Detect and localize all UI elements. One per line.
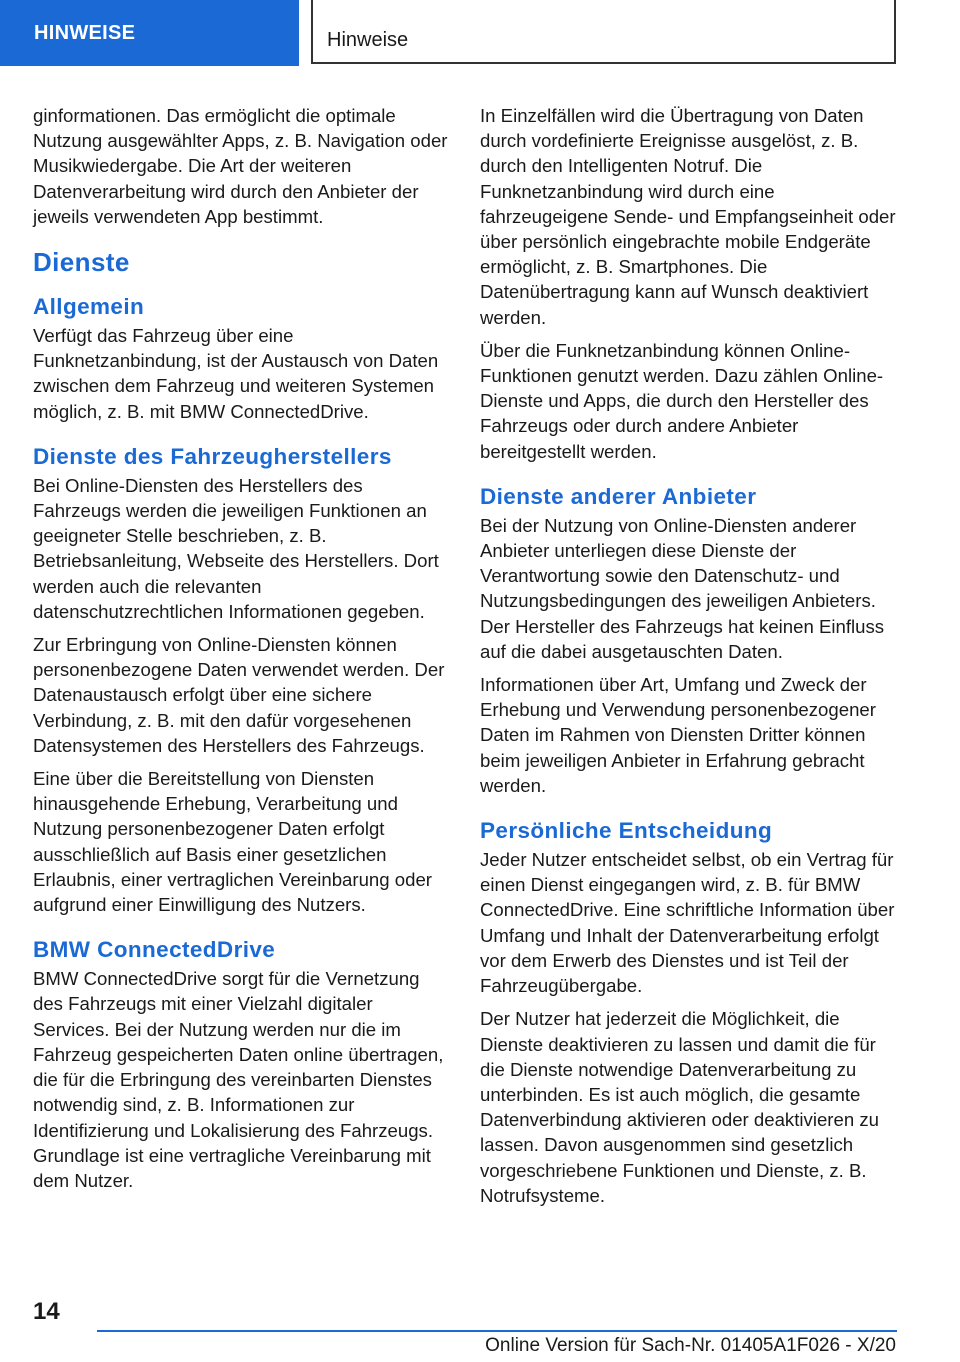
page-number: 14 [33, 1298, 60, 1325]
footer-divider [97, 1330, 897, 1332]
section-tab: HINWEISE [0, 0, 299, 66]
heading-dienste-anderer-anbieter: Dienste anderer Anbieter [480, 483, 757, 509]
heading-allgemein: Allgemein [33, 294, 145, 320]
paragraph-hersteller-3: Eine über die Bereitstellung von Diensten hinausgehende Erhebung, Verarbeitung und Nutzung personenbezogener Daten erfolgt ausschließlich auf Basis einer gesetzlichen Erlaubnis, einer vertraglichen Vereinbarung oder aufgrund einer Einwilligung des Nutzers. [33, 768, 432, 916]
paragraph-anderer-1: Bei der Nutzung von Online-Diensten anderer Anbieter unterliegen diese Dienste der Verantwortung sowie den Datenschutz- und Nutzungsbedingungen des jeweiligen Anbieters. Der Hersteller des Fahrzeugs hat keinen Einfluss auf die dabei ausgetauschten Daten. [480, 514, 885, 662]
paragraph-entscheidung-2: Der Nutzer hat jederzeit die Möglichkeit, die Dienste deaktivieren zu lassen und damit die für die Dienste notwendige Datenverarbeitung zu unterbinden. Es ist auch möglich, die gesamte Datenverbindung aktivieren oder deaktivieren zu lassen. Davon ausgenommen sind gesetzlich vorgeschriebene Funktionen und Dienste, z. B. Notrufsysteme. [480, 1008, 879, 1206]
heading-persoenliche-entscheidung: Persönliche Entscheidung [480, 818, 773, 844]
heading-connecteddrive: BMW ConnectedDrive [33, 937, 276, 963]
heading-dienste: Dienste [33, 247, 130, 278]
paragraph-allgemein: Verfügt das Fahrzeug über eine Funknetzanbindung, ist der Austausch von Daten zwischen dem Fahrzeug und weiteren Systemen möglich, z. B. mit BMW ConnectedDrive. [33, 325, 439, 422]
paragraph-hersteller-1: Bei Online-Diensten des Herstellers des Fahrzeugs werden die jeweiligen Funktionen an geeigneter Stelle beschrieben, z. B. Betriebsanleitung, Webseite des Herstellers. Dort werden auch die relevanten datenschutzrechtlichen Informationen gegeben. [33, 474, 439, 622]
paragraph-hersteller-2: Zur Erbringung von Online-Diensten können personenbezogene Daten verwendet werden. Der Datenaustausch erfolgt über eine sichere Verbindung, z. B. mit den dafür vorgesehenen Datensystemen des Herstellers des Fahrzeugs. [33, 634, 445, 756]
paragraph-intro: ginformationen. Das ermöglicht die optimale Nutzung ausgewählter Apps, z. B. Navigation oder Musikwiedergabe. Die Art der weiteren Datenverarbeitung wird durch den Anbieter der jeweils verwendeten App bestimmt. [33, 105, 448, 227]
paragraph-anderer-2: Informationen über Art, Umfang und Zweck der Erhebung und Verwendung personenbezogener Daten im Rahmen von Diensten Dritter können beim jeweiligen Anbieter in Erfahrung gebracht werden. [480, 674, 876, 796]
left-column [33, 103, 451, 1201]
paragraph-connecteddrive: BMW ConnectedDrive sorgt für die Vernetzung des Fahrzeugs mit einer Vielzahl digitaler Services. Bei der Nutzung werden nur die im Fahrzeug gespeicherten Daten online übertragen, die für die Erbringung des vereinbarten Dienstes notwendig sind, z. B. Informationen zur Identifizierung und Lokalisierung des Fahrzeugs. Grundlage ist eine vertragliche Vereinbarung mit dem Nutzer. [33, 968, 444, 1191]
heading-dienste-hersteller: Dienste des Fahrzeugherstellers [33, 443, 392, 469]
paragraph-einzelfaelle: In Einzelfällen wird die Übertragung von Daten durch vordefinierte Ereignisse ausgelöst, z. B. durch den Intelligenten Notruf. Die Funknetzanbindung wird durch eine fahrzeugeigene Sende- und Empfangseinheit oder über persönlich eingebrachte mobile Endgeräte ermöglicht, z. B. Smartphones. Die Datenübertragung kann auf Wunsch deaktiviert werden. [480, 105, 896, 328]
footer-version-text: Online Version für Sach-Nr. 01405A1F026 - X/20 [485, 1335, 896, 1356]
paragraph-entscheidung-1: Jeder Nutzer entscheidet selbst, ob ein Vertrag für einen Dienst eingegangen wird, z. B. für BMW ConnectedDrive. Eine schriftliche Information über Umfang und Inhalt der Datenverarbeitung erfolgt vor dem Erwerb des Dienstes und ist Teil der Fahrzeugübergabe. [480, 849, 895, 997]
page-title: Hinweise [311, 0, 896, 64]
right-column [480, 103, 898, 1216]
paragraph-online-funktionen: Über die Funknetzanbindung können Online-Funktionen genutzt werden. Dazu zählen Online-Dienste und Apps, die durch den Hersteller des Fahrzeugs oder durch andere Anbieter bereitgestellt werden. [480, 339, 884, 462]
